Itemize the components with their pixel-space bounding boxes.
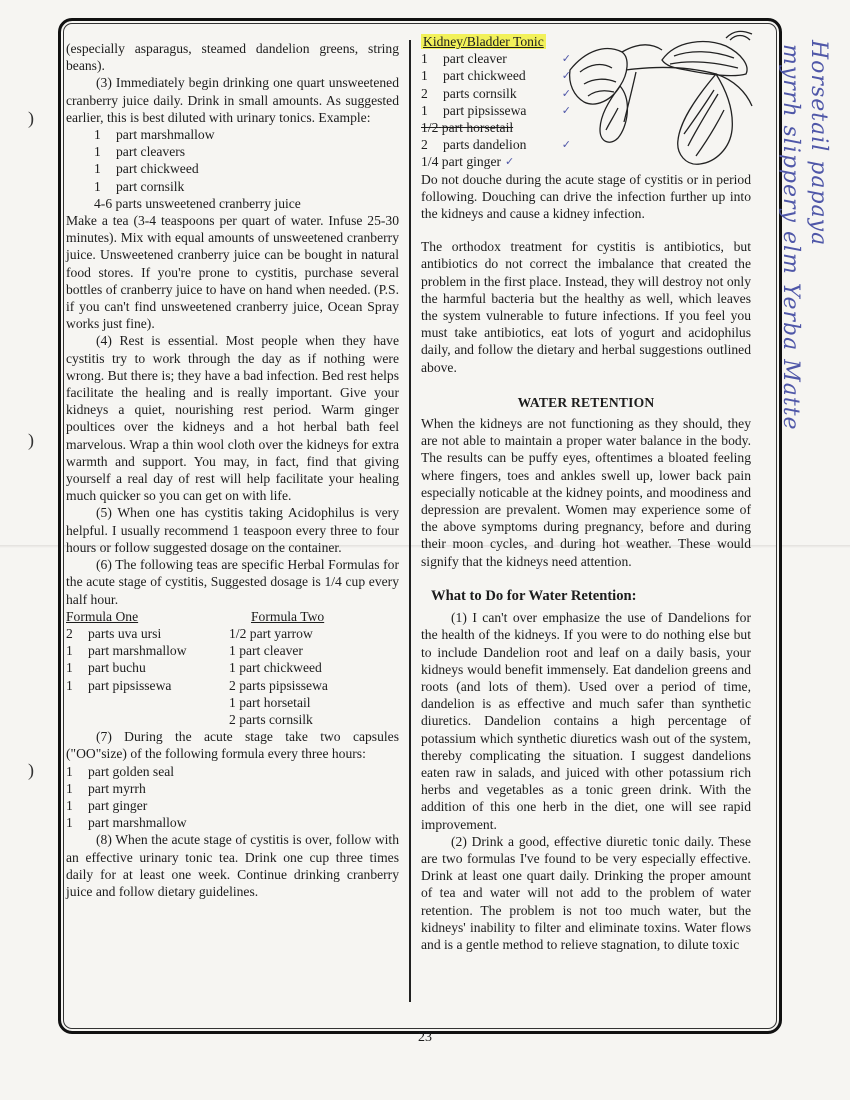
list-item: 1 part cornsilk — [94, 178, 185, 194]
water-step-1-paragraph: (1) I can't over emphasize the use of Dandelions for the health of the kidneys. If you were to do nothing else but to include Dandelion root and leaf on a daily basis, your kidneys would benefit immensely. Eat dandelion greens and roots (and lots of them). Used over a period of time, dandelion is as effective and much safer than synthetic diuretics. Dandelion contains a high percentage of potassium which synthetic diuretics wash out of the system, thereby complicating the situation. I suggest dandelions eaten raw in salads, and juiced with other potassium rich herbs and vegetables as a tonic green drink. With the addition of this one herb in the diet, one will see rapid improvement. — [421, 610, 751, 832]
capsule-formula-list — [66, 763, 399, 832]
list-item: 1 part myrrh — [66, 780, 146, 796]
list-item-struck: 1/2 part horsetail — [421, 120, 514, 136]
formula-two-column — [229, 608, 399, 728]
check-mark-icon: ✓ — [561, 138, 571, 152]
formula-table — [66, 608, 399, 728]
list-item: 1 part cleaver ✓ — [421, 51, 571, 67]
list-item: 1/4 part ginger ✓ — [421, 154, 515, 170]
orthodox-treatment-paragraph: The orthodox treatment for cystitis is antibiotics, but antibiotics do not correct the imbalance that created the problem in the first place. Instead, they will destroy not only the harmful bacteria but the healthy as well, which leaves the system vulnerable to future infections. If you feel you must take antibiotics, eat lots of yogurt and acidophilus daily, and follow the dietary and herbal suggestions outlined above. — [421, 239, 751, 375]
check-mark-icon: ✓ — [505, 155, 515, 169]
punch-hole-mark: ) — [28, 760, 34, 780]
list-item: 1 part marshmallow — [66, 815, 187, 831]
water-retention-paragraph: When the kidneys are not functioning as they should, they are not able to maintain a proper water balance in the body. The results can be puffy eyes, oftentimes a bloated feeling where fingers, toes and ankles swell up, lower back pain especially noticable at the kidney points, and moodiness and depression are prevalent. Women may experience some of the above symptoms during pregnancy, before and during their moon cycles, and during hot weather. These would signify that the kidneys need attention. — [421, 416, 751, 569]
step-5-paragraph: (5) When one has cystitis taking Acidophilus is very helpful. I usually recommend 1 teaspoon every three to four hours or follow suggested dosage on the container. — [66, 505, 399, 555]
check-mark-icon: ✓ — [561, 103, 571, 117]
list-item: 1 part chickweed ✓ — [421, 68, 571, 84]
list-item: 1 part marshmallow — [66, 643, 187, 659]
list-item: 1 part golden seal — [66, 763, 175, 779]
list-item: 1 part cleaver — [229, 643, 303, 659]
list-item: 1 part cleavers — [94, 144, 186, 160]
list-item: 2 parts dandelion ✓ — [421, 137, 571, 153]
handwritten-note: myrrh slippery elm Yerba Matte — [778, 44, 803, 431]
check-mark-icon: ✓ — [561, 69, 571, 83]
what-to-do-heading: What to Do for Water Retention: — [431, 587, 637, 604]
check-mark-icon: ✓ — [561, 86, 571, 100]
water-retention-heading: WATER RETENTION — [517, 394, 655, 410]
step-8-paragraph: (8) When the acute stage of cystitis is over, follow with an effective urinary tonic tea. Drink one cup three times daily for at least one week. Continue drinking cranberry juice and follow dietary guidelines. — [66, 832, 399, 899]
list-item: 2 parts uva ursi — [66, 625, 162, 641]
tonic-ingredient-list — [421, 50, 571, 170]
list-item: 1 part buchu — [66, 660, 146, 676]
left-column — [66, 40, 399, 900]
step-4-paragraph: (4) Rest is essential. Most people when they have cystitis try to work through the day as if nothing were wrong. But there is; they have a bad infection. Bed rest helps facilitate the healing and is really important. Give your kidneys a quiet, nourishing rest period. Warm ginger poultices over the kidneys and a hot herbal bath feel marvelous. Wrap a thin wool cloth over the kidneys for extra warmth and support. You may, in fact, find that giving yourself a real day of rest will help facilitate your healing much quicker so you can get on with life. — [66, 333, 399, 504]
page-number: 23 — [418, 1030, 432, 1045]
step-3-instructions: Make a tea (3-4 teaspoons per quart of water. Infuse 25-30 minutes). Mix with equal amounts of unsweetened cranberry juice. Unsweetened cranberry juice can be bought in natural food stores. If you're prone to cystitis, purchase several bottles of cranberry juice to have on hand when needed. (P.S. if you can't find unsweetened cranberry juice, Ocean Spray works just fine). — [66, 213, 399, 332]
column-divider — [409, 40, 411, 1002]
tonic-title: Kidney/Bladder Tonic — [423, 34, 544, 49]
list-item: 2 parts cornsilk — [229, 711, 313, 727]
list-item: 1 part chickweed — [229, 660, 322, 676]
punch-hole-mark: ) — [28, 430, 34, 450]
example-ingredient-list — [66, 126, 399, 212]
list-item: 1 part chickweed — [94, 161, 199, 177]
list-item: 4-6 parts unsweetened cranberry juice — [94, 195, 301, 211]
list-item: 1 part ginger — [66, 797, 148, 813]
step-6-paragraph: (6) The following teas are specific Herbal Formulas for the acute stage of cystitis, Suggested dosage is 1/4 cup every half hour. — [66, 557, 399, 607]
punch-hole-mark: ) — [28, 108, 34, 128]
douche-warning-paragraph: Do not douche during the acute stage of cystitis or in period following. Douching can drive the infection further up into the kidneys and cause a kidney infection. — [421, 171, 751, 222]
step-3-paragraph: (3) Immediately begin drinking one quart unsweetened cranberry juice daily. Drink in small amounts. As suggested earlier, this is best diluted with urinary tonics. Example: — [66, 75, 399, 125]
handwritten-note: Horsetail papaya — [806, 40, 831, 247]
check-mark-icon: ✓ — [561, 52, 571, 66]
list-item: 2 parts cornsilk ✓ — [421, 85, 571, 101]
formula-one-title: Formula One — [66, 608, 139, 624]
list-item: 1 part horsetail — [229, 694, 311, 710]
list-item: 1 part marshmallow — [94, 127, 215, 143]
intro-paragraph: (especially asparagus, steamed dandelion greens, string beans). — [66, 41, 399, 74]
step-7-paragraph: (7) During the acute stage take two capsules ("OO"size) of the following formula every three hours: — [66, 729, 399, 762]
list-item: 1 part pipsissewa — [66, 677, 172, 693]
list-item: 2 parts pipsissewa — [229, 677, 328, 693]
formula-one-column — [66, 608, 229, 728]
list-item: 1/2 part yarrow — [229, 625, 313, 641]
list-item: 1 part pipsissewa ✓ — [421, 102, 571, 118]
formula-two-title: Formula Two — [251, 608, 325, 624]
water-step-2-paragraph: (2) Drink a good, effective diuretic tonic daily. These are two formulas I've found to be very especially effective. Drink at least one quart daily. Drinking the proper amount of tea and water will not add to the problem of water retention. The problem is not too much water, but the kidneys' inability to filter and eliminate toxins. Water flows and is a gentle method to relieve stagnation, to dilute toxic — [421, 833, 751, 952]
flower-illustration — [566, 30, 758, 178]
